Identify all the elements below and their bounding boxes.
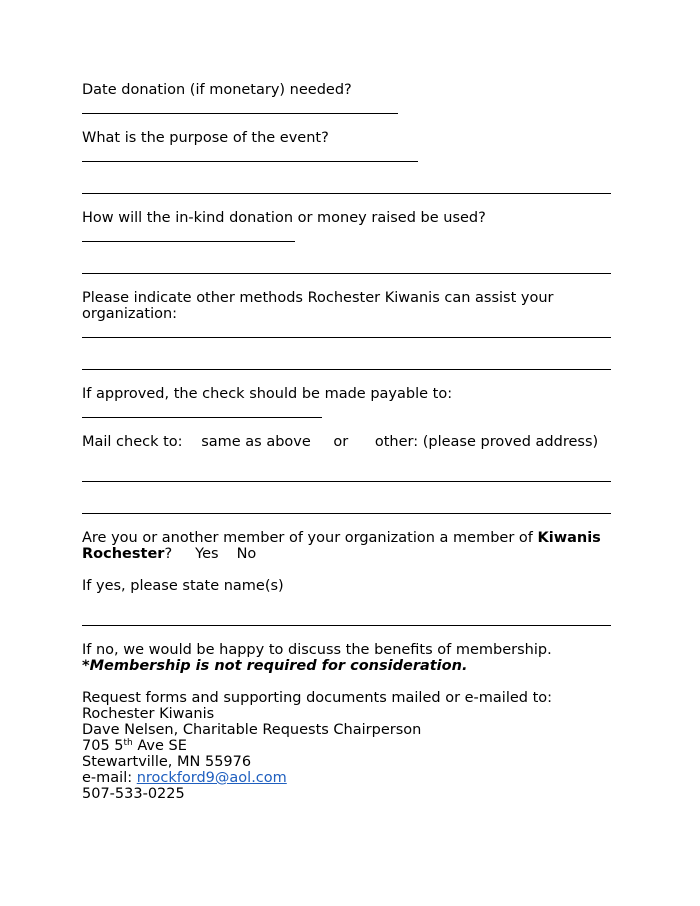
- member-question-rochester: Rochester: [82, 546, 165, 562]
- contact-street: [82, 738, 552, 754]
- answer-line-payable[interactable]: [82, 417, 322, 418]
- street-rest: Ave SE: [132, 738, 187, 754]
- email-label: e-mail:: [82, 770, 137, 786]
- answer-line-mail-2[interactable]: [82, 513, 611, 514]
- question-other-methods-line2: organization:: [82, 306, 178, 322]
- question-member-line1: [82, 530, 601, 546]
- question-event-purpose: What is the purpose of the event?: [82, 130, 329, 146]
- answer-line-methods-2[interactable]: [82, 369, 611, 370]
- answer-line-date[interactable]: [82, 113, 398, 114]
- question-other-methods-line1: Please indicate other methods Rochester Kiwanis can assist your: [82, 290, 554, 306]
- contact-email-row: [82, 770, 552, 786]
- membership-note: *Membership is not required for consideration.: [82, 658, 468, 674]
- mail-check-row: [82, 434, 598, 450]
- question-date-needed: Date donation (if monetary) needed?: [82, 82, 352, 98]
- street-number: 705 5: [82, 738, 124, 754]
- contact-city: Stewartville, MN 55976: [82, 754, 252, 770]
- answer-line-mail-1[interactable]: [82, 481, 611, 482]
- option-same-as-above[interactable]: same as above: [201, 434, 311, 450]
- answer-line-methods-1[interactable]: [82, 337, 611, 338]
- if-no-text: If no, we would be happy to discuss the benefits of membership.: [82, 642, 552, 658]
- answer-line-purpose-2[interactable]: [82, 193, 611, 194]
- question-member-line2: [82, 546, 256, 562]
- email-link[interactable]: nrockford9@aol.com: [136, 770, 287, 786]
- question-check-payable: If approved, the check should be made payable to:: [82, 386, 453, 402]
- answer-line-purpose-1[interactable]: [82, 161, 418, 162]
- member-question-mark: ?: [164, 546, 173, 562]
- contact-person: Dave Nelsen, Charitable Requests Chairperson: [82, 722, 422, 738]
- mail-check-label: Mail check to:: [82, 434, 183, 450]
- option-no[interactable]: No: [236, 546, 257, 562]
- contact-intro: Request forms and supporting documents mailed or e-mailed to:: [82, 690, 553, 706]
- member-question-kiwanis: Kiwanis: [537, 530, 601, 546]
- contact-org: Rochester Kiwanis: [82, 706, 215, 722]
- contact-block: [82, 690, 552, 802]
- if-yes-prompt: If yes, please state name(s): [82, 578, 284, 594]
- option-yes[interactable]: Yes: [195, 546, 219, 562]
- answer-line-member-names[interactable]: [82, 625, 611, 626]
- street-suffix: th: [123, 738, 133, 748]
- question-inkind-use: How will the in-kind donation or money raised be used?: [82, 210, 486, 226]
- option-other-address[interactable]: other: (please proved address): [374, 434, 599, 450]
- answer-line-inkind-1[interactable]: [82, 241, 295, 242]
- option-or: or: [333, 434, 349, 450]
- member-question-text: Are you or another member of your organization a member of: [82, 530, 533, 546]
- contact-phone: 507-533-0225: [82, 786, 185, 802]
- answer-line-inkind-2[interactable]: [82, 273, 611, 274]
